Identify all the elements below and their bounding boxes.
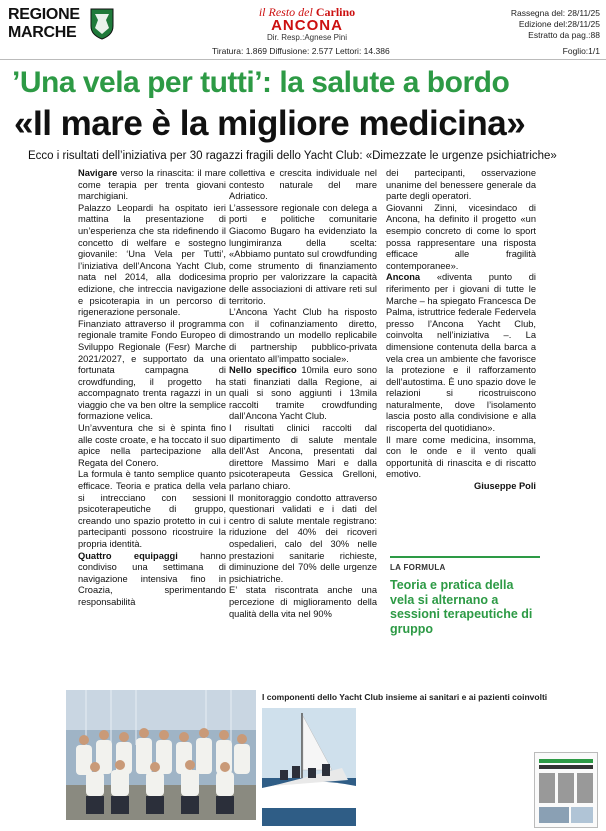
article-column-2 [229,168,377,620]
sailing-photo-image [262,708,356,826]
article-kicker: ’Una vela per tutti’: la salute a bordo [12,66,510,99]
box-label: LA FORMULA [390,563,446,572]
regione-marche-logo [8,6,118,46]
paragraph: Finanziato attraverso il programma regionale tramite Fondo Europeo di Sviluppo Regionale (Fesr) Marche 2021/2027, e supportato da una fortunata campagna di crowdfunding, il progetto ha accompagnato trenta ragazzi in un viaggio che va ben oltre la semplice formazione velica. [78,318,226,422]
paragraph: Navigare verso la rinascita: il mare come terapia per trenta giovani marchigiani. [78,168,226,202]
press-review-meta: Rassegna del: 28/11/25 Edizione del:28/11/25 Estratto da pag.:88 [510,8,600,40]
page-thumbnail-image [535,753,597,827]
paragraph: collettiva e crescita individuale nel contesto naturale del mare Adriatico. [229,168,377,202]
page-header [0,0,606,60]
newspaper-masthead [232,6,382,43]
formula-box [390,556,540,636]
paragraph: I risultati clinici raccolti dal dipartimento di salute mentale dell’Ast Ancona, presentati dal direttore Massimo Mari e dalla psicoterapeuta Gessica Grelloni, parlano chiaro. [229,423,377,492]
paragraph: L’assessore regionale con delega a porti e politiche comunitarie Giacomo Bugaro ha evidenziato la lungimiranza della scelta: «Abbiamo puntato sul crowdfunding come strumento di finanziamento proprio per valorizzare la capacità delle associazioni di attivare reti sul territorio. [229,202,377,306]
region-crest-icon [90,8,114,40]
paragraph: La formula è tanto semplice quanto efficace. Teoria e pratica della vela si intrecciano con sessioni psicoterapeutiche di gruppo, creando uno spazio protetto in cui i partecipanti possono ricostruire la propria identità. [78,469,226,549]
masthead-director: Dir. Resp.:Agnese Pini [266,33,348,42]
paragraph: dei partecipanti, osservazione unanime del benessere generale da parte degli operatori. [386,168,536,202]
paragraph: Quattro equipaggi hanno condiviso una settimana di navigazione intensiva fino in Croazia, sperimentando responsabilità [78,550,226,607]
article-column-3 [386,168,536,493]
sailing-photo [262,708,356,826]
circulation-info: Tiratura: 1.869 Diffusione: 2.577 Lettori: 14.386 [212,46,390,56]
page-thumbnail [534,752,598,828]
paragraph: Giovanni Zinni, vicesindaco di Ancona, ha definito il progetto «un esempio concreto di come lo sport possa rappresentare una risposta efficace alle fragilità contemporanee». [386,202,536,271]
paragraph: Nello specifico 10mila euro sono stati finanziati dalla Regione, ai quali si sono aggiunti i 13mila raccolti tramite crowdfunding dall’Ancona Yacht Club. [229,365,377,422]
article-headline: «Il mare è la migliore medicina» [14,104,526,143]
article-column-1 [78,168,226,609]
paragraph: Un’avventura che si è spinta fino alle coste croate, e ha toccato il suo apice nella partecipazione alla Regata del Conero. [78,423,226,468]
paragraph: E’ stata riscontrata anche una percezione di miglioramento della qualità della vita nel 90% [229,585,377,619]
region-logo-text: REGIONE MARCHE [8,6,80,41]
box-text: Teoria e pratica della vela si alternano a sessioni terapeutiche di gruppo [390,578,533,636]
photo-caption: I componenti dello Yacht Club insieme ai sanitari e ai pazienti coinvolti [262,692,548,702]
group-photo-image [66,690,256,820]
paragraph: Ancona «diventa punto di riferimento per i giovani di tutte le Marche – ha spiegato Francesca De Palma, istruttrice federale Federvela presso l’Ancona Yacht Club, coinvolta nell’iniziativa –. La dimensione contenuta della barca a vela crea un ambiente che favorisce la protezione e il rafforzamento dell’autostima. È uno spazio dove le relazioni si ricostruiscono naturalmente, dove l’isolamento lascia posto alla condivisione e alla riscoperta del quotidiano». [386,272,536,434]
sheet-number: Foglio:1/1 [562,46,600,56]
paragraph: L’Ancona Yacht Club ha risposto con il cofinanziamento diretto, dimostrando un modello replicabile di partnership pubblico-privata orientato all’impatto sociale». [229,307,377,364]
paragraph: Il monitoraggio condotto attraverso questionari validati e i dati del centro di salute mentale registrano: riduzione del 40% dei ricoveri ospedalieri, calo del 30% nelle prestazioni sanitarie richieste, diminuzione del 70% delle urgenze psichiatriche. [229,492,377,584]
masthead-title: il Resto del Carlino [258,5,356,19]
group-photo [66,690,256,820]
masthead-city: ANCONA [271,17,343,34]
paragraph: Palazzo Leopardi ha ospitato ieri mattina la presentazione di un’esperienza che sta ridefinendo il concetto di welfare e sostegno giovanile: ‘Una Vela per Tutti’, l’iniziativa dell’Ancona Yacht Club, nata nel 2014, alla dodicesima edizione, che intreccia navigazione e psicoterapia in un percorso di rigenerazione personale. [78,202,226,318]
author-signature: Giuseppe Poli [474,481,536,492]
article-subhead: Ecco i risultati dell’iniziativa per 30 ragazzi fragili dello Yacht Club: «Dimezzate le urgenze psichiatriche» [28,150,557,162]
paragraph: Il mare come medicina, insomma, con le onde e il vento quali opportunità di rinascita e di riscatto emotivo. [386,434,536,480]
